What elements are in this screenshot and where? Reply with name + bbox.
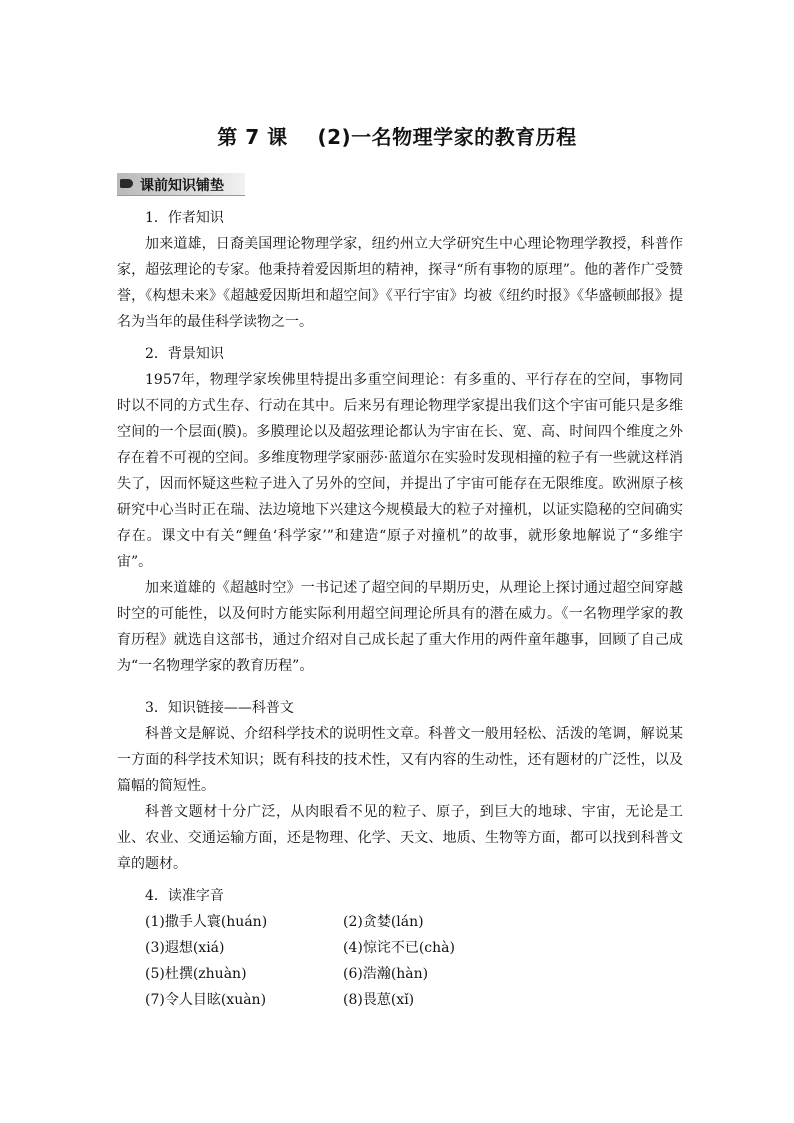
section-heading: 3．知识链接——科普文 bbox=[145, 700, 294, 716]
paragraph: 1957年，物理学家埃佛里特提出多重空间理论：有多重的、平行存在的空间，事物同时以不同的方式生存、行动在其中。后来另有理论物理学家提出我们这个宇宙可能只是多维空间的一个层面(膜)。多膜理论以及超弦理论都认为宇宙在长、宽、高、时间四个维度之外存在着不可视的空间。多维度物理学家丽莎·蓝道尔在实验时发现相撞的粒子有一些就这样消失了，因而怀疑这些粒子进入了另外的空间，并提出了宇宙可能存在无限维度。欧洲原子核研究中心当时正在瑞、法边境地下兴建这今规模最大的粒子对撞机，以证实隐秘的空间确实存在。课文中有关“鲤鱼‘科学家’”和建造“原子对撞机”的故事，就形象地解说了“多维宇宙”。 bbox=[117, 372, 683, 570]
paragraph: 科普文是解说、介绍科学技术的说明性文章。科普文一般用轻松、活泼的笔调，解说某一方面的科学技术知识；既有科技的技术性，又有内容的生动性，还有题材的广泛性，以及篇幅的简短性。 bbox=[117, 726, 683, 794]
list-item: (2)贪婪(lán) bbox=[343, 914, 424, 930]
paragraph: 加来道雄的《超越时空》一书记述了超空间的早期历史，从理论上探讨通过超空间穿越时空的可能性，以及何时方能实际利用超空间理论所具有的潜在威力。《一名物理学家的教育历程》就选自这部书，通过介绍对自己成长起了重大作用的两件童年趣事，回顾了自己成为“一名物理学家的教育历程”。 bbox=[117, 580, 683, 674]
page-title: 第 7 课 (2)一名物理学家的教育历程 bbox=[217, 125, 577, 149]
pronunciation-list bbox=[145, 909, 545, 1013]
list-item: (1)撒手人寰(huán) bbox=[145, 914, 268, 930]
section-heading: 1．作者知识 bbox=[145, 210, 224, 226]
list-row bbox=[145, 909, 545, 935]
list-item: (8)畏葸(xǐ) bbox=[343, 992, 415, 1008]
list-item: (7)令人目眩(xuàn) bbox=[145, 992, 267, 1008]
list-row bbox=[145, 935, 545, 961]
section-background bbox=[117, 341, 683, 679]
section-heading: 4．读准字音 bbox=[145, 888, 224, 904]
list-item: (4)惊诧不已(chà) bbox=[343, 940, 455, 956]
section-author bbox=[117, 205, 683, 335]
paragraph: 科普文题材十分广泛，从肉眼看不见的粒子、原子，到巨大的地球、宇宙，无论是工业、农业、交通运输方面，还是物理、化学、天文、地质、生物等方面，都可以找到科普文章的题材。 bbox=[117, 804, 683, 872]
list-row bbox=[145, 961, 545, 987]
list-item: (5)杜撰(zhuàn) bbox=[145, 966, 247, 982]
section-banner-label: 课前知识铺垫 bbox=[140, 178, 224, 194]
list-item: (6)浩瀚(hàn) bbox=[343, 966, 429, 982]
section-knowledge-link bbox=[117, 695, 683, 877]
paragraph: 加来道雄，日裔美国理论物理学家，纽约州立大学研究生中心理论物理学教授，科普作家，超弦理论的专家。他秉持着爱因斯坦的精神，探寻“所有事物的原理”。他的著作广受赞誉，《构想未来》《超越爱因斯坦和超空间》《平行宇宙》均被《纽约时报》《华盛顿邮报》提名为当年的最佳科学读物之一。 bbox=[117, 236, 683, 330]
list-item: (3)遐想(xiá) bbox=[145, 940, 225, 956]
arrow-marker-icon bbox=[120, 179, 133, 188]
list-row bbox=[145, 987, 545, 1013]
section-banner bbox=[117, 173, 245, 196]
section-pronunciation bbox=[117, 883, 683, 909]
section-heading: 2．背景知识 bbox=[145, 346, 224, 362]
